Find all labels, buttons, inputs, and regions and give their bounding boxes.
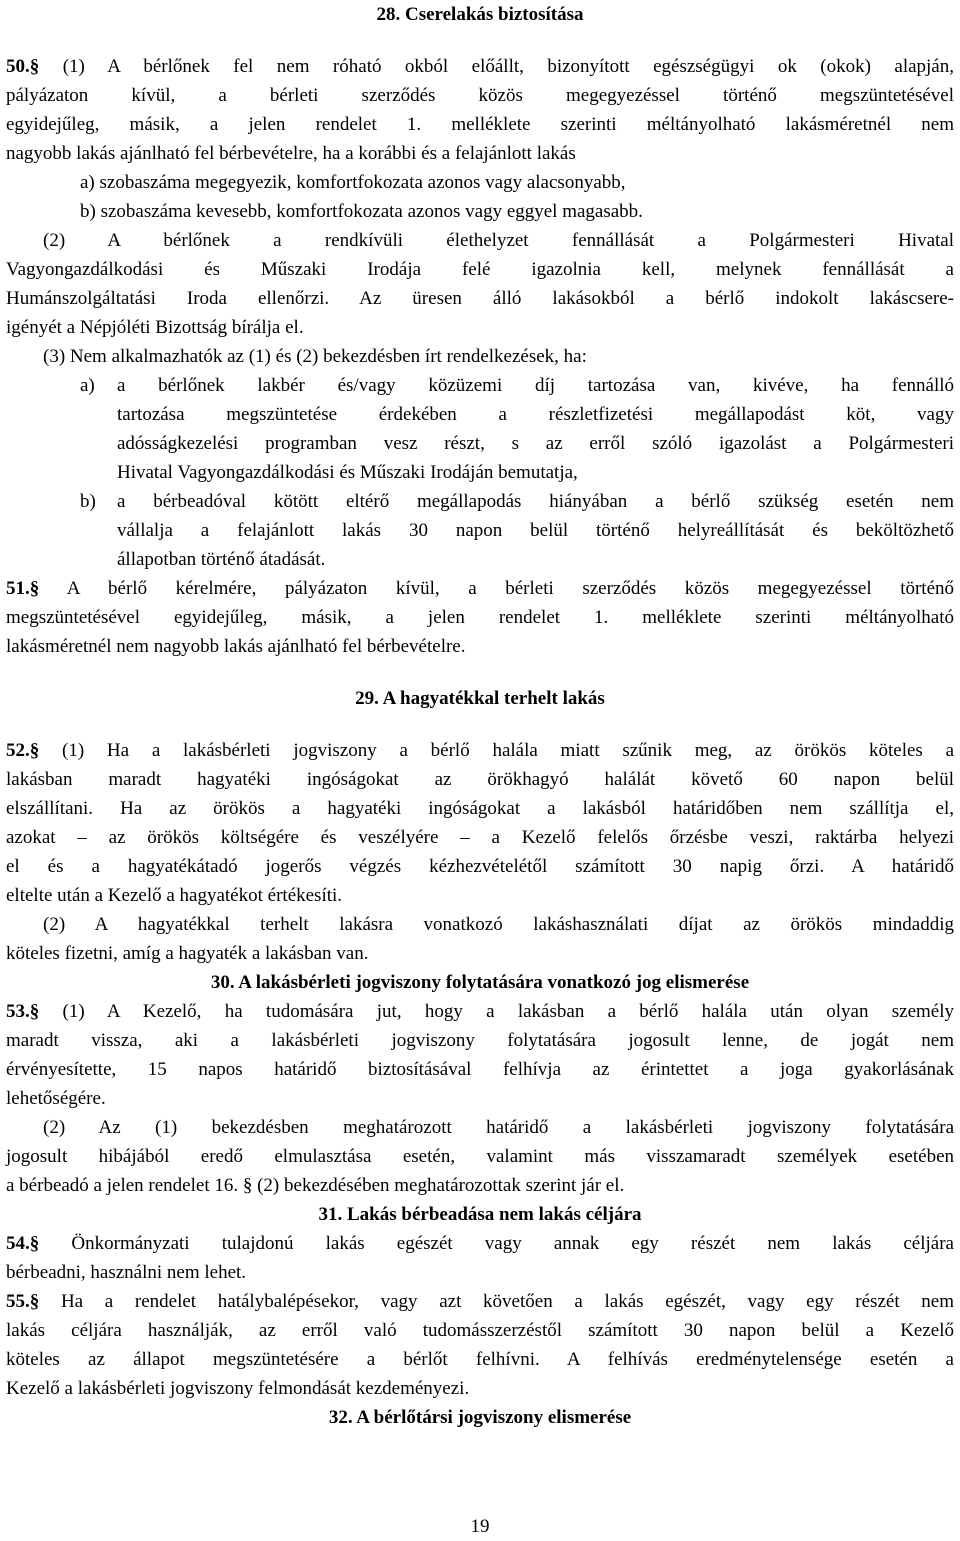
text-line: Humánszolgáltatási Iroda ellenőrzi. Az üresen álló lakásokból a bérlő indokolt lakáscsere- — [6, 288, 954, 309]
heading-30: 30. A lakásbérleti jogviszony folytatására vonatkozó jog elismerése — [210, 972, 750, 993]
text-line: egyidejűleg, másik, a jelen rendelet 1. melléklete szerinti méltányolható lakásméretnél nem — [6, 114, 954, 135]
page-number: 19 — [470, 1516, 490, 1537]
list-item: állapotban történő átadását. — [117, 549, 326, 570]
text-line: (2) Az (1) bekezdésben meghatározott határidő a lakásbérleti jogviszony folytatására — [43, 1117, 954, 1138]
list-item: tartozása megszüntetése érdekében a részletfizetési megállapodást köt, vagy — [117, 404, 954, 425]
text-line: Vagyongazdálkodási és Műszaki Irodája felé igazolnia kell, melynek fennállását a — [6, 259, 954, 280]
text-line: (3) Nem alkalmazhatók az (1) és (2) bekezdésben írt rendelkezések, ha: — [43, 346, 587, 367]
list-item: a bérbeadóval kötött eltérő megállapodás hiányában a bérlő szükség esetén nem — [117, 491, 954, 512]
text-line: jogosult hibájából eredő elmulasztása esetén, valamint más visszamaradt személyek esetében — [6, 1146, 954, 1167]
text-line: 55.§ Ha a rendelet hatálybalépésekor, vagy azt követően a lakás egészét, vagy egy részét nem — [6, 1291, 954, 1312]
list-item: vállalja a felajánlott lakás 30 napon belül történő helyreállítását és beköltözhető — [117, 520, 954, 541]
heading-28: 28. Cserelakás biztosítása — [376, 4, 584, 25]
text-line: bérbeadni, használni nem lehet. — [6, 1262, 247, 1283]
text-line: (2) A hagyatékkal terhelt lakásra vonatkozó lakáshasználati díjat az örökös mindaddig — [43, 914, 954, 935]
text-line: igényét a Népjóléti Bizottság bírálja el. — [6, 317, 304, 338]
list-marker: b) — [80, 491, 96, 512]
heading-29: 29. A hagyatékkal terhelt lakás — [355, 688, 605, 709]
text-line: pályázaton kívül, a bérleti szerződés közös megegyezéssel történő megszüntetésével — [6, 85, 954, 106]
text-line: köteles az állapot megszüntetésére a bérlőt felhívni. A felhívás eredménytelensége esetén a — [6, 1349, 954, 1370]
text-line: lakásban maradt hagyatéki ingóságokat az örökhagyó halálát követő 60 napon belül — [6, 769, 954, 790]
text-line: lakás céljára használják, az erről való tudomásszerzéstől számított 30 napon belül a Kezelő — [6, 1320, 954, 1341]
text-line: 54.§ Önkormányzati tulajdonú lakás egészét vagy annak egy részét nem lakás céljára — [6, 1233, 954, 1254]
list-item: b) szobaszáma kevesebb, komfortfokozata azonos vagy eggyel magasabb. — [80, 201, 643, 222]
text-line: eltelte után a Kezelő a hagyatékot értékesíti. — [6, 885, 343, 906]
list-item: a) szobaszáma megegyezik, komfortfokozata azonos vagy alacsonyabb, — [80, 172, 626, 193]
text-line: nagyobb lakás ajánlható fel bérbevételre, ha a korábbi és a felajánlott lakás — [6, 143, 576, 164]
text-line: 51.§ A bérlő kérelmére, pályázaton kívül, a bérleti szerződés közös megegyezéssel történő — [6, 578, 955, 599]
text-line: el és a hagyatékátadó jogerős végzés kézhezvételétől számított 30 napig őrzi. A határidő — [6, 856, 954, 877]
text-line: maradt vissza, aki a lakásbérleti jogviszony folytatására jogosult lenne, de jogát nem — [6, 1030, 954, 1051]
text-line: lakásméretnél nem nagyobb lakás ajánlható fel bérbevételre. — [6, 636, 466, 657]
text-line: érvényesítette, 15 napos határidő biztosításával felhívja az érintettet a joga gyakorlásának — [6, 1059, 954, 1080]
text-line: elszállítani. Ha az örökös a hagyatéki ingóságokat a lakásból határidőben nem szállítja el, — [6, 798, 954, 819]
text-line: lehetőségére. — [6, 1088, 106, 1109]
text-line: azokat – az örökös költségére és veszélyére – a Kezelő felelős őrzésbe veszi, raktárba helyezi — [6, 827, 954, 848]
heading-31: 31. Lakás bérbeadása nem lakás céljára — [318, 1204, 642, 1225]
text-line: 52.§ (1) Ha a lakásbérleti jogviszony a bérlő halála miatt szűnik meg, az örökös köteles a — [6, 740, 955, 761]
text-line: Kezelő a lakásbérleti jogviszony felmondását kezdeményezi. — [6, 1378, 470, 1399]
list-item: a bérlőnek lakbér és/vagy közüzemi díj tartozása van, kivéve, ha fennálló — [117, 375, 954, 396]
list-item: Hivatal Vagyongazdálkodási és Műszaki Irodáján bemutatja, — [117, 462, 578, 483]
text-line: a bérbeadó a jelen rendelet 16. § (2) bekezdésében meghatározottak szerint jár el. — [6, 1175, 625, 1196]
text-line: 50.§ (1) A bérlőnek fel nem róható okból előállt, bizonyított egészségügyi ok (okok) alapján, — [6, 56, 954, 77]
text-line: megszüntetésével egyidejűleg, másik, a jelen rendelet 1. melléklete szerinti méltányolható — [6, 607, 954, 628]
list-item: adósságkezelési programban vesz részt, s az erről szóló igazolást a Polgármesteri — [117, 433, 954, 454]
text-line: 53.§ (1) A Kezelő, ha tudomására jut, hogy a lakásban a bérlő halála után olyan személy — [6, 1001, 954, 1022]
text-line: köteles fizetni, amíg a hagyaték a lakásban van. — [6, 943, 369, 964]
list-marker: a) — [80, 375, 95, 396]
text-line: (2) A bérlőnek a rendkívüli élethelyzet fennállását a Polgármesteri Hivatal — [43, 230, 954, 251]
heading-32: 32. A bérlőtársi jogviszony elismerése — [328, 1407, 632, 1428]
